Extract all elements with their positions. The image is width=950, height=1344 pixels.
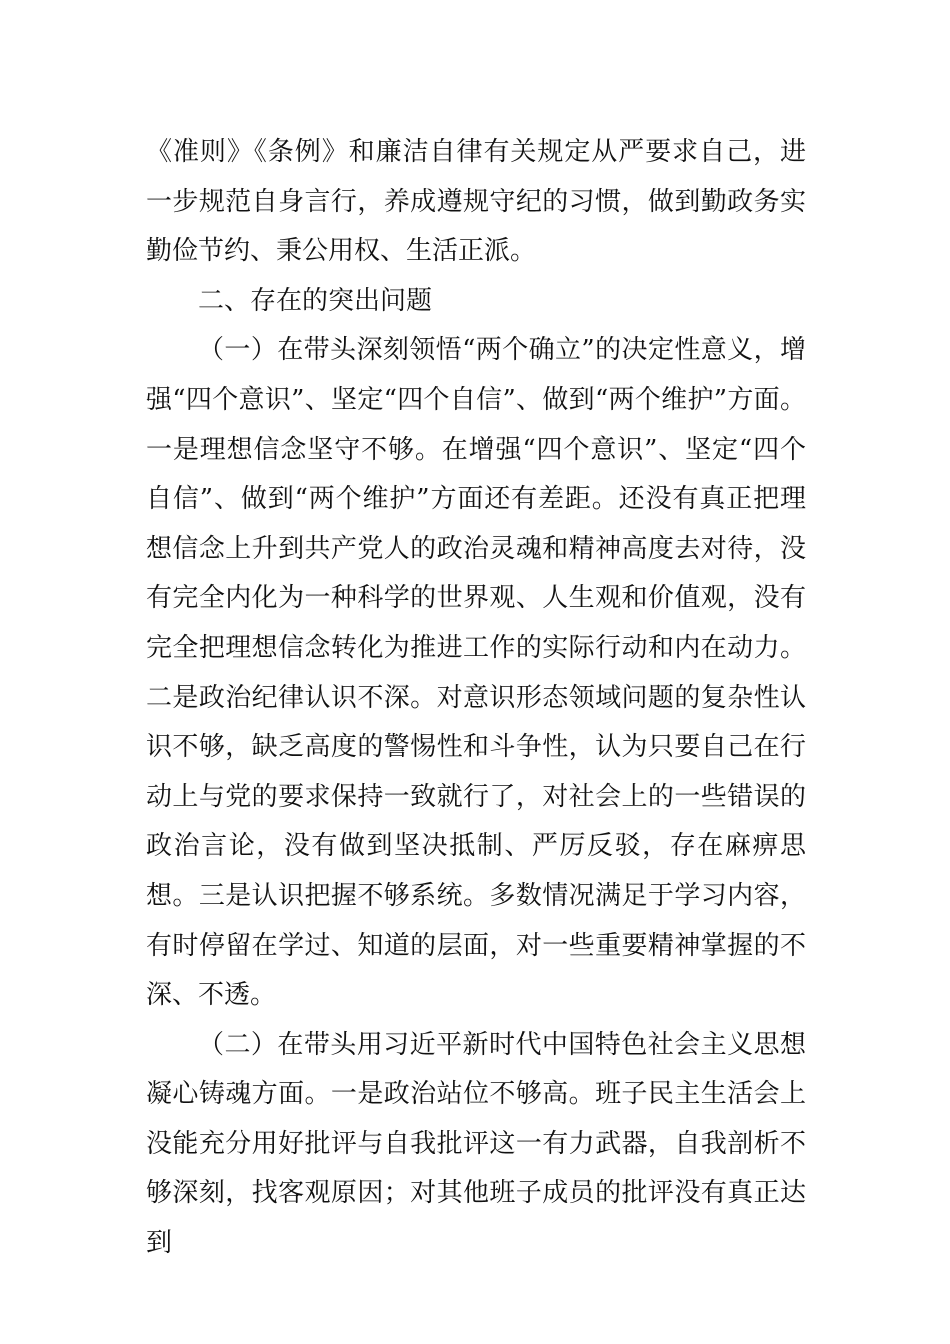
document-body (146, 128, 806, 1269)
section-heading: 二、存在的突出问题 (198, 285, 433, 316)
paragraph-item-two: （二）在带头用习近平新时代中国特色社会主义思想凝心铸魂方面。一是政治站位不够高。班子民主生活会上没能充分用好批评与自我批评这一有力武器，自我剖析不够深刻，找客观原因；对其他班子成员的批评没有真正达到 (146, 1029, 806, 1259)
paragraph-continuation: 《准则》《条例》和廉洁自律有关规定从严要求自己，进一步规范自身言行，养成遵规守纪的习惯，做到勤政务实勤俭节约、秉公用权、生活正派。 (146, 137, 806, 267)
paragraph-item-one: （一）在带头深刻领悟“两个确立”的决定性意义，增强“四个意识”、坚定“四个自信”、做到“两个维护”方面。一是理想信念坚守不够。在增强“四个意识”、坚定“四个自信”、做到“两个维护”方面还有差距。还没有真正把理想信念上升到共产党人的政治灵魂和精神高度去对待，没有完全内化为一种科学的世界观、人生观和价值观，没有完全把理想信念转化为推进工作的实际行动和内在动力。二是政治纪律认识不深。对意识形态领域问题的复杂性认识不够，缺乏高度的警惕性和斗争性，认为只要自己在行动上与党的要求保持一致就行了，对社会上的一些错误的政治言论，没有做到坚决抵制、严厉反驳，存在麻痹思想。三是认识把握不够系统。多数情况满足于学习内容，有时停留在学过、知道的层面，对一些重要精神掌握的不深、不透。 (146, 335, 806, 1011)
